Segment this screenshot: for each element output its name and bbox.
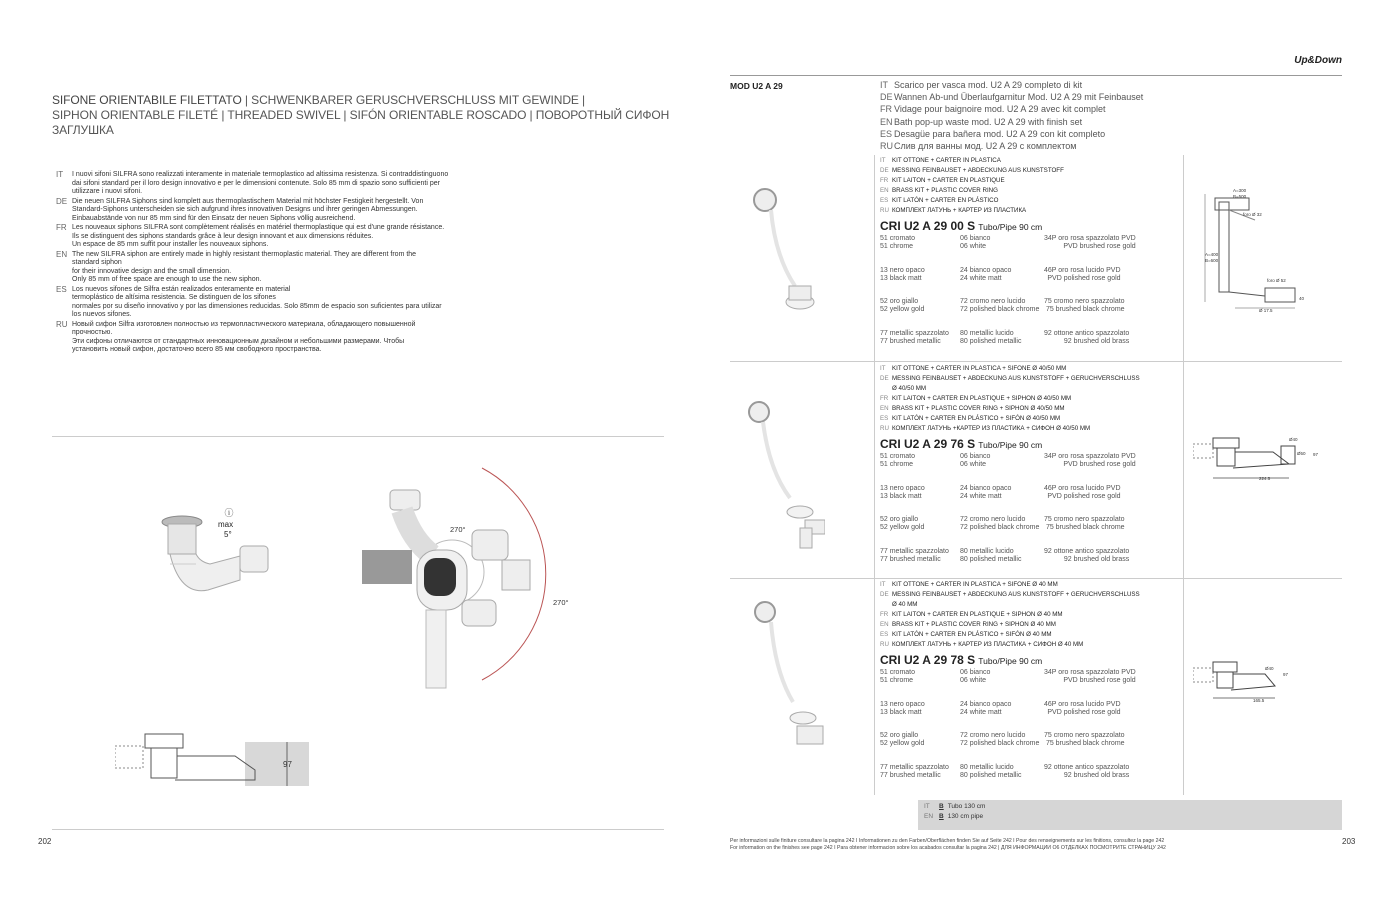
finish-name: 52 oro giallo (880, 516, 919, 523)
paragraph-line: for their innovative design and the small dimension. (72, 267, 232, 275)
finish-name-en: 13 black matt (880, 492, 922, 500)
lang-code: EN (880, 116, 893, 127)
finish-name-en: 06 white (960, 243, 987, 250)
kit-row (880, 620, 1180, 630)
finish-name: 24 bianco opaco (960, 484, 1012, 492)
finish-name-en: 75 brushed black chrome (1045, 740, 1125, 747)
finish-name-en: 77 brushed metallic (880, 771, 941, 779)
finish-name-en: PVD polished rose gold (1047, 708, 1121, 716)
finish-grid (880, 669, 1180, 781)
description-row (880, 116, 1300, 128)
kit-text: BRASS KIT + PLASTIC COVER RING + SIPHON Ø 40/50 MM (892, 405, 1065, 412)
lang-code: FR (56, 223, 67, 232)
finish-name: 34P oro rosa spazzolato PVD (1044, 669, 1136, 676)
dimension-label: Ø40 (1265, 666, 1274, 671)
finish-name-en: 06 white (960, 461, 987, 468)
finish-name: 51 cromato (880, 453, 916, 460)
option-code: B (939, 813, 944, 820)
finish-item (1044, 669, 1136, 685)
description-text: Vidage pour baignoire mod. U2 A 29 avec kit complet (894, 104, 1106, 115)
lang-code: ES (880, 128, 893, 139)
finish-item (1044, 701, 1121, 717)
finish-name: 77 metallic spazzolato (880, 763, 949, 771)
description-row (880, 128, 1300, 140)
finish-item (1044, 485, 1121, 501)
finish-name-en: 92 brushed old brass (1063, 555, 1130, 563)
finish-name: 46P oro rosa lucido PVD (1044, 700, 1121, 708)
finish-name: 75 cromo nero spazzolato (1044, 732, 1125, 739)
kit-text: KIT OTTONE + CARTER IN PLASTICA + SIFONE Ø 40/50 MM (892, 365, 1067, 372)
lang-code: FR (880, 104, 892, 115)
option-row (924, 812, 1342, 822)
finish-item (880, 235, 915, 251)
kit-row (880, 186, 1180, 196)
lang-code: DE (880, 591, 889, 598)
finish-name: 13 nero opaco (880, 484, 925, 492)
finish-name: 92 ottone antico spazzolato (1044, 763, 1130, 771)
description-paragraphs (56, 171, 516, 356)
pipe-length: Tubo/Pipe 90 cm (978, 222, 1043, 232)
lang-code: RU (880, 207, 889, 214)
kit-text: BRASS KIT + PLASTIC COVER RING (892, 187, 998, 194)
option-text: Tubo 130 cm (947, 803, 986, 810)
product-code (880, 437, 1180, 451)
paragraph-body (72, 171, 448, 197)
lang-code: ES (56, 284, 67, 294)
finish-item (960, 732, 1039, 748)
finish-item (960, 235, 990, 251)
paragraph-line: los nuevos sifones. (72, 311, 132, 318)
lang-code: FR (880, 395, 889, 402)
paragraph-line: Les nouveaux siphons SILFRA sont complètement réalisés en matériel thermoplastique qui est d'une grande résistance. (72, 224, 445, 231)
finish-item (1044, 548, 1129, 564)
finish-item (960, 516, 1039, 532)
lang-code: EN (924, 813, 934, 820)
product-image-2 (745, 400, 825, 550)
lang-code: ES (880, 631, 889, 638)
lang-code: DE (880, 92, 893, 103)
kit-list (880, 364, 1180, 434)
kit-row (880, 610, 1180, 620)
angle-label-b: 270° (553, 598, 569, 607)
finish-name-en: 52 yellow gold (880, 740, 925, 747)
dimension-label: foro Ø 52 (1267, 278, 1286, 283)
finish-grid (880, 453, 1180, 565)
lang-code: IT (880, 157, 886, 164)
paragraph (56, 171, 516, 197)
kit-text: КОМПЛЕКТ ЛАТУНЬ + КАРТЕР ИЗ ПЛАСТИКА (892, 207, 1027, 214)
finish-item (1044, 267, 1121, 283)
finish-name: 51 cromato (880, 235, 916, 242)
finish-name-en: 52 yellow gold (880, 306, 925, 313)
kit-row (880, 640, 1180, 650)
swivel-siphon-image (362, 450, 602, 695)
max-value: 5° (224, 530, 232, 539)
finish-name-en: 51 chrome (880, 677, 914, 684)
kit-row (880, 580, 1180, 590)
top-rule (730, 75, 1342, 76)
product-block (880, 364, 1180, 565)
dimension-label: B=500 (1233, 194, 1247, 199)
finish-grid (880, 235, 1180, 347)
finish-item (960, 453, 990, 469)
paragraph-line: Эти сифоны отличаются от стандартных инновационным дизайном и небольшими размерами. Чтобы (72, 337, 405, 345)
pipe-length: Tubo/Pipe 90 cm (978, 656, 1043, 666)
finish-item (880, 548, 949, 564)
paragraph (56, 251, 516, 285)
kit-text: KIT LAITON + CARTER EN PLASTIQUE + SIPHON Ø 40 MM (892, 611, 1063, 618)
paragraph-line: Ils se distinguent des siphons standards grâce à leur design innovant et aux dimensions réduites. (72, 232, 374, 240)
product-code (880, 653, 1180, 667)
option-row (924, 802, 1342, 812)
finish-name-en: PVD brushed rose gold (1063, 461, 1136, 468)
finish-item (960, 701, 1011, 717)
finish-name-en: 51 chrome (880, 461, 914, 468)
kit-row (880, 166, 1180, 176)
finish-name-en: 80 polished metallic (960, 771, 1022, 779)
kit-text: KIT LATÓN + CARTER EN PLÁSTICO + SIFÓN Ø 40/50 MM (892, 415, 1061, 422)
lang-code: ES (880, 415, 889, 422)
lang-code: DE (56, 196, 68, 206)
lang-code: IT (56, 170, 64, 179)
kit-row (880, 176, 1180, 186)
footer-note (730, 838, 1330, 852)
finish-item (1044, 330, 1129, 346)
paragraph-body (72, 286, 442, 320)
paragraph-line: standard siphon (72, 259, 122, 266)
lang-code: RU (880, 425, 889, 432)
paragraph-line: прочностью. (72, 329, 113, 336)
paragraph-line: The new SILFRA siphon are entirely made in highly resistant thermoplastic material. They are different from the (72, 250, 417, 258)
finish-name-en: PVD brushed rose gold (1063, 243, 1136, 250)
lang-code: DE (880, 375, 889, 382)
row-divider-2 (730, 578, 1342, 579)
finish-name: 77 metallic spazzolato (880, 329, 949, 337)
finish-name: 52 oro giallo (880, 732, 919, 739)
kit-list (880, 156, 1180, 216)
kit-text: BRASS KIT + PLASTIC COVER RING + SIPHON Ø 40 MM (892, 621, 1056, 628)
finish-name: 72 cromo nero lucido (960, 732, 1026, 739)
drawing-column-rule (1183, 155, 1184, 795)
paragraph-line: Only 85 mm of free space are enough to use the new siphon. (72, 276, 262, 283)
dimension-label: B=600 (1205, 258, 1219, 263)
dimension-label: Ø50 (1297, 451, 1306, 456)
paragraph-line: Einbauabstände von nur 85 mm sind für den Einsatz der neuen Siphons völlig ausreichend. (72, 214, 356, 222)
kit-row (880, 600, 1180, 610)
paragraph-body (72, 224, 444, 250)
lang-code: EN (880, 405, 889, 412)
lang-code: RU (56, 319, 68, 329)
finish-name-en: 13 black matt (880, 708, 922, 716)
finish-name: 34P oro rosa spazzolato PVD (1044, 453, 1136, 460)
kit-text: KIT LATÓN + CARTER EN PLÁSTICO + SIFÓN Ø 40 MM (892, 631, 1052, 638)
kit-text: KIT LAITON + CARTER EN PLASTIQUE + SIPHON Ø 40/50 MM (892, 395, 1072, 402)
left-title (52, 93, 692, 138)
dim-97: 97 (283, 760, 292, 769)
finish-item (880, 330, 949, 346)
footer-line-1: Per informazioni sulle finiture consultare la pagina 242 I Informationen zu den Farben/Oberflächen finden Sie auf Seite 242 I Pour des renseignements sur les finitions, consultez la page 242 (730, 838, 1165, 844)
product-code (880, 219, 1180, 233)
kit-text: Ø 40/50 MM (892, 385, 927, 392)
dimension-label: Ø 17.5 (1259, 308, 1273, 313)
description-row (880, 103, 1300, 115)
kit-row (880, 364, 1180, 374)
code-text: CRI U2 A 29 78 S (880, 653, 976, 667)
paragraph-body (72, 321, 415, 355)
finish-name-en: 92 brushed old brass (1063, 771, 1130, 779)
finish-item (880, 669, 915, 685)
drawing-dims-3 (1193, 660, 1313, 706)
finish-name-en: 77 brushed metallic (880, 555, 941, 563)
lang-code: IT (880, 80, 888, 90)
paragraph-line: normales por su diseño innovativo y por las dimensiones reducidas. Solo 85mm de espacio son suficientes para utilizar (72, 302, 442, 310)
finish-name-en: 06 white (960, 677, 987, 684)
finish-name: 06 bianco (960, 453, 991, 460)
lang-code: DE (880, 167, 889, 174)
lang-code: EN (880, 621, 889, 628)
finish-name: 92 ottone antico spazzolato (1044, 547, 1130, 555)
option-text: 130 cm pipe (947, 813, 984, 820)
lang-code: IT (880, 581, 886, 588)
paragraph-line: Un espace de 85 mm suffit pour installer les nouveaux siphons. (72, 241, 269, 248)
finish-name: 72 cromo nero lucido (960, 298, 1026, 305)
description-row (880, 79, 1300, 91)
dimension-label: A=400 (1205, 252, 1219, 257)
paragraph-line: utilizzare i nuovi sifoni. (72, 188, 143, 195)
kit-text: КОМПЛЕКТ ЛАТУНЬ +КАРТЕР ИЗ ПЛАСТИКА + СИФОН Ø 40/50 MM (892, 425, 1091, 432)
lang-code: FR (880, 611, 889, 618)
finish-item (880, 485, 925, 501)
kit-row (880, 384, 1180, 394)
brand-label: Up&Down (1294, 55, 1342, 66)
finish-name: 80 metallic lucido (960, 329, 1014, 337)
finish-name: 13 nero opaco (880, 266, 925, 274)
description-row (880, 140, 1300, 152)
warning-icon: ⓘ (224, 508, 234, 518)
finish-name-en: 75 brushed black chrome (1045, 524, 1125, 531)
dimension-label: 40 (1299, 296, 1305, 301)
finish-name-en: 72 polished black chrome (960, 524, 1040, 531)
finish-item (880, 764, 949, 780)
lang-code: RU (880, 141, 893, 152)
kit-row (880, 196, 1180, 206)
description-text: Desagüe para bañera mod. U2 A 29 con kit completo (894, 128, 1106, 139)
finish-name: 24 bianco opaco (960, 700, 1012, 708)
finish-item (1044, 764, 1129, 780)
lang-code: RU (880, 641, 889, 648)
finish-item (880, 453, 915, 469)
page-number-right: 203 (1342, 837, 1356, 846)
finish-name: 52 oro giallo (880, 298, 919, 305)
page-number-left: 202 (38, 837, 52, 846)
finish-name: 06 bianco (960, 235, 991, 242)
finish-name-en: 13 black matt (880, 274, 922, 282)
finish-item (880, 516, 924, 532)
kit-text: KIT LAITON + CARTER EN PLASTIQUE (892, 177, 1005, 184)
kit-row (880, 590, 1180, 600)
column-rule (874, 155, 875, 795)
dimension-label: 165.5 (1253, 698, 1265, 703)
finish-name-en: 24 white matt (960, 708, 1002, 716)
max-label: max (218, 520, 234, 529)
title-line2: SIPHON ORIENTABLE FILETÉ | THREADED SWIVEL | SIFÓN ORIENTABLE ROSCADO | ПОВОРОТНЫЙ СИФОН ЗАГЛУШКА (52, 108, 670, 137)
finish-name: 92 ottone antico spazzolato (1044, 329, 1130, 337)
paragraph-line: termoplástico de altísima resistencia. Se distinguen de los sifones (72, 294, 276, 301)
paragraph-line: Los nuevos sifones de Silfra están realizados enteramente en material (72, 285, 291, 293)
lang-code: FR (880, 177, 889, 184)
finish-item (960, 485, 1011, 501)
finish-item (1044, 516, 1125, 532)
finish-name-en: 51 chrome (880, 243, 914, 250)
paragraph-line: Standard-Siphons unterscheiden sie sich aufgrund ihres innovativen Designs und ihrer geringen Abmessungen. (72, 206, 418, 213)
finish-name: 75 cromo nero spazzolato (1044, 298, 1125, 305)
product-image-1 (745, 186, 825, 316)
kit-text: MESSING FEINBAUSET + ABDECKUNG AUS KUNSTSTOFF (892, 167, 1064, 174)
paragraph-body (72, 198, 423, 224)
dimension-label: A=300 (1233, 188, 1247, 193)
kit-row (880, 156, 1180, 166)
finish-name-en: 92 brushed old brass (1063, 337, 1130, 345)
finish-name: 46P oro rosa lucido PVD (1044, 266, 1121, 274)
dimension-label: foro Ø 32 (1243, 212, 1262, 217)
siphon-section-drawing (115, 730, 310, 788)
finish-item (880, 267, 925, 283)
kit-list (880, 580, 1180, 650)
dimension-label: Ø40 (1289, 437, 1298, 442)
description-text: Bath pop-up waste mod. U2 A 29 with finish set (894, 116, 1083, 127)
model-label: MOD U2 A 29 (730, 81, 783, 91)
finish-name: 80 metallic lucido (960, 547, 1014, 555)
finish-name-en: PVD brushed rose gold (1063, 677, 1136, 684)
finish-name-en: 24 white matt (960, 492, 1002, 500)
finish-item (960, 298, 1039, 314)
finish-item (960, 267, 1011, 283)
code-text: CRI U2 A 29 76 S (880, 437, 976, 451)
kit-text: КОМПЛЕКТ ЛАТУНЬ + КАРТЕР ИЗ ПЛАСТИКА + СИФОН Ø 40 MM (892, 641, 1084, 648)
kit-row (880, 404, 1180, 414)
finish-name-en: 80 polished metallic (960, 337, 1022, 345)
finish-name: 34P oro rosa spazzolato PVD (1044, 235, 1136, 242)
dimension-label: 224.5 (1259, 476, 1271, 481)
finish-name-en: 77 brushed metallic (880, 337, 941, 345)
row-divider-1 (730, 361, 1342, 362)
finish-name: 13 nero opaco (880, 700, 925, 708)
lang-code: ES (880, 197, 889, 204)
pipe-length: Tubo/Pipe 90 cm (978, 440, 1043, 450)
description-text: Wannen Ab-und Überlaufgarnitur Mod. U2 A 29 mit Feinbauset (894, 92, 1144, 103)
lang-code: IT (880, 365, 886, 372)
paragraph-line: dai sifoni standard per il loro design innovativo e per le dimensioni contenute. Solo 85 mm di spazio sono sufficienti per (72, 179, 440, 187)
kit-text: MESSING FEINBAUSET + ABDECKUNG AUS KUNSTSTOFF + GERUCHVERSCHLUSS (892, 375, 1140, 382)
kit-row (880, 374, 1180, 384)
finish-name-en: PVD polished rose gold (1047, 274, 1121, 282)
finish-name: 80 metallic lucido (960, 763, 1014, 771)
lang-code: EN (880, 187, 889, 194)
code-text: CRI U2 A 29 00 S (880, 219, 976, 233)
paragraph (56, 224, 516, 250)
paragraph-line: I nuovi sifoni SILFRA sono realizzati interamente in materiale termoplastico ad altissima resistenza. Si contraddistinguono (72, 171, 449, 178)
paragraph-line: установить новый сифон, достаточно всего 85 мм свободного пространства. (72, 346, 322, 353)
finish-name-en: 80 polished metallic (960, 555, 1022, 563)
finish-item (880, 298, 924, 314)
paragraph (56, 321, 516, 355)
paragraph-line: Die neuen SILFRA Siphons sind komplett aus thermoplastischem Material mit höchster Festigkeit hergestellt. Von (72, 197, 424, 205)
kit-row (880, 414, 1180, 424)
paragraph (56, 286, 516, 320)
option-code: B (939, 803, 944, 810)
finish-name-en: PVD polished rose gold (1047, 492, 1121, 500)
title-bold: SIFONE ORIENTABILE FILETTATO (52, 93, 242, 107)
angle-label-a: 270° (450, 525, 466, 534)
lang-code: EN (56, 249, 68, 259)
dimension-label: 97 (1283, 672, 1289, 677)
paragraph (56, 198, 516, 224)
divider (52, 436, 664, 437)
finish-name-en: 72 polished black chrome (960, 740, 1040, 747)
kit-row (880, 630, 1180, 640)
drawing-dims-2 (1193, 436, 1323, 484)
finish-item (960, 669, 990, 685)
finish-item (1044, 235, 1136, 251)
bottom-divider (52, 829, 664, 830)
finish-name-en: 75 brushed black chrome (1045, 306, 1125, 313)
title-rest: | SCHWENKBARER GERUSCHVERSCHLUSS MIT GEWINDE | (241, 93, 586, 107)
finish-name: 51 cromato (880, 669, 916, 676)
product-image-3 (745, 600, 825, 750)
finish-item (1044, 298, 1125, 314)
model-descriptions (880, 79, 1300, 152)
finish-name-en: 72 polished black chrome (960, 306, 1040, 313)
kit-text: MESSING FEINBAUSET + ABDECKUNG AUS KUNSTSTOFF + GERUCHVERSCHLUSS (892, 591, 1140, 598)
kit-text: KIT OTTONE + CARTER IN PLASTICA (892, 157, 1001, 164)
finish-item (1044, 453, 1136, 469)
finish-item (960, 330, 1021, 346)
finish-item (880, 732, 924, 748)
finish-name: 06 bianco (960, 669, 991, 676)
kit-row (880, 424, 1180, 434)
paragraph-line: Новый сифон Silfra изготовлен полностью из термопластического материала, обладающего повышенной (72, 320, 416, 328)
finish-name: 24 bianco opaco (960, 266, 1012, 274)
finish-name-en: 52 yellow gold (880, 524, 925, 531)
kit-row (880, 206, 1180, 216)
finish-name: 77 metallic spazzolato (880, 547, 949, 555)
kit-text: KIT LATÓN + CARTER EN PLÁSTICO (892, 197, 999, 204)
finish-name: 75 cromo nero spazzolato (1044, 516, 1125, 523)
footer-line-2: For information on the finishes see page 242 I Para obtener informacion sobre los acabados consultar la pagina 242 | ДЛЯ ИНФОРМАЦИИ О6 ОТДЕЛКАХ ПОСМОТРИТЕ СТРАНИЦУ 242 (730, 845, 1166, 851)
lang-code: IT (924, 803, 930, 810)
finish-name: 46P oro rosa lucido PVD (1044, 484, 1121, 492)
finish-item (1044, 732, 1125, 748)
finish-name-en: 24 white matt (960, 274, 1002, 282)
dimension-label: 97 (1313, 452, 1319, 457)
product-block (880, 156, 1180, 347)
finish-item (960, 764, 1021, 780)
finish-item (960, 548, 1021, 564)
drawing-dims-1 (1195, 180, 1325, 320)
description-text: Scarico per vasca mod. U2 A 29 completo di kit (894, 80, 1083, 90)
kit-text: Ø 40 MM (892, 601, 918, 608)
kit-text: KIT OTTONE + CARTER IN PLASTICA + SIFONE Ø 40 MM (892, 581, 1058, 588)
finish-name: 72 cromo nero lucido (960, 516, 1026, 523)
paragraph-body (72, 251, 416, 285)
description-row (880, 91, 1300, 103)
kit-row (880, 394, 1180, 404)
description-text: Слив для ванны мод. U2 A 29 с комплектом (894, 141, 1077, 152)
pipe-option-bar (918, 800, 1342, 830)
finish-item (880, 701, 925, 717)
product-block (880, 580, 1180, 781)
